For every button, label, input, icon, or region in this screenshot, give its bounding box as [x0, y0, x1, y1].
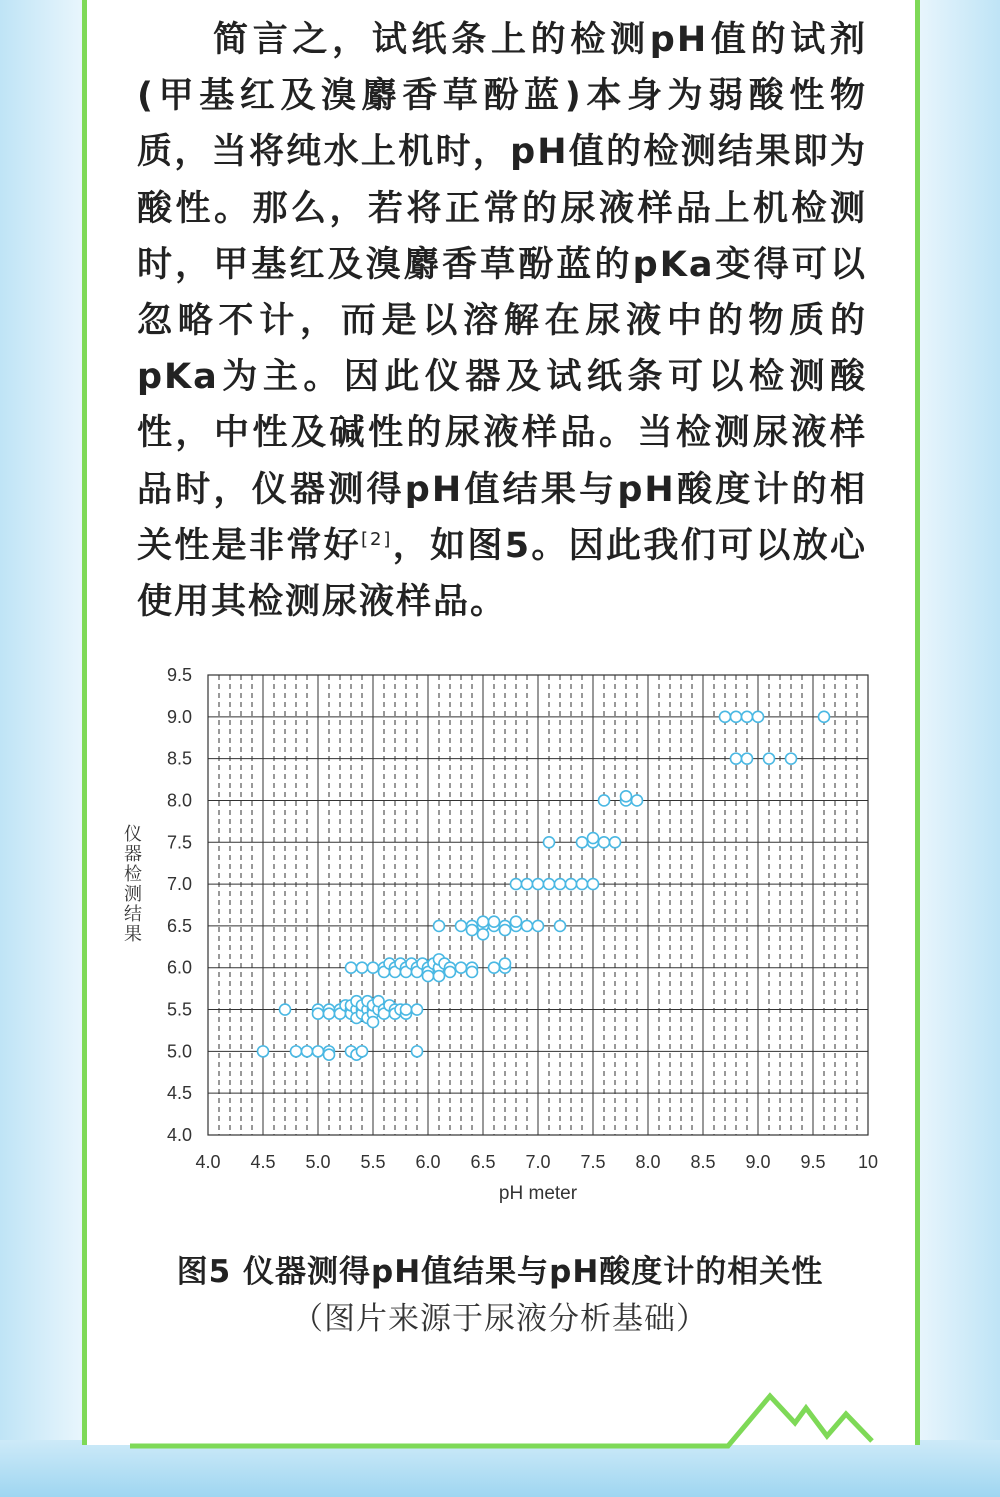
y-axis-label-char: 测 [124, 884, 142, 905]
figure-source: （图片来源于尿液分析基础） [292, 1301, 708, 1337]
x-tick-label: 4.0 [195, 1152, 221, 1172]
x-tick-label: 6.5 [470, 1152, 496, 1172]
y-tick-label: 4.0 [166, 1125, 192, 1145]
y-tick-label: 4.5 [166, 1083, 192, 1104]
y-tick-label: 6.5 [166, 915, 192, 936]
citation-ref[interactable]: [2] [360, 528, 393, 550]
x-tick-label: 8.5 [690, 1152, 716, 1172]
y-tick-label: 7.0 [166, 874, 192, 895]
x-tick-label: 5.0 [305, 1152, 331, 1172]
y-tick-label: 8.5 [166, 748, 192, 769]
figure-caption: 图5 仪器测得pH值结果与pH酸度计的相关性 [176, 1254, 824, 1290]
y-tick-label: 9.5 [166, 665, 192, 685]
y-tick-label: 5.0 [166, 1041, 192, 1062]
paragraph-tail: ，如图5。因此我们可以放心使用其检测尿液样品。 [137, 525, 867, 623]
x-tick-label: 6.0 [415, 1152, 441, 1172]
y-tick-label: 8.0 [166, 790, 192, 811]
y-axis-label-char: 检 [124, 864, 142, 885]
y-tick-label: 6.0 [166, 957, 192, 978]
y-axis-label-char: 结 [124, 904, 142, 925]
paragraph-lead: 简言之，试纸条上的检测pH值的试剂(甲基红及溴麝香草酚蓝)本身为弱酸性物质，当将纯水上机时，pH值的检测结果即为酸性。那么，若将正常的尿液样品上机检测时，甲基红及溴麝香草酚蓝的pKa变得可以忽略不计，而是以溶解在尿液中的物质的pKa为主。因此仪器及试纸条可以检测酸性，中性及碱性的尿液样品。当检测尿液样品时，仪器测得pH值结果与pH酸度计的相关性是非常好 [137, 20, 867, 566]
x-tick-label: 4.5 [250, 1152, 276, 1172]
x-tick-label: 10 [857, 1152, 879, 1172]
x-tick-label: 7.5 [580, 1152, 606, 1172]
x-tick-label: 9.5 [800, 1152, 826, 1172]
x-tick-label: 5.5 [360, 1152, 386, 1172]
y-tick-label: 7.5 [166, 832, 192, 853]
y-tick-label: 5.5 [166, 999, 192, 1020]
x-tick-label: 8.0 [635, 1152, 661, 1172]
y-axis-label-char: 果 [124, 924, 142, 945]
x-axis-label: pH meter [498, 1183, 578, 1204]
x-tick-label: 9.0 [745, 1152, 771, 1172]
y-tick-label: 9.0 [166, 706, 192, 727]
y-axis-label-char: 仪 [124, 824, 142, 845]
x-tick-label: 7.0 [525, 1152, 551, 1172]
y-axis-label-char: 器 [124, 844, 142, 865]
